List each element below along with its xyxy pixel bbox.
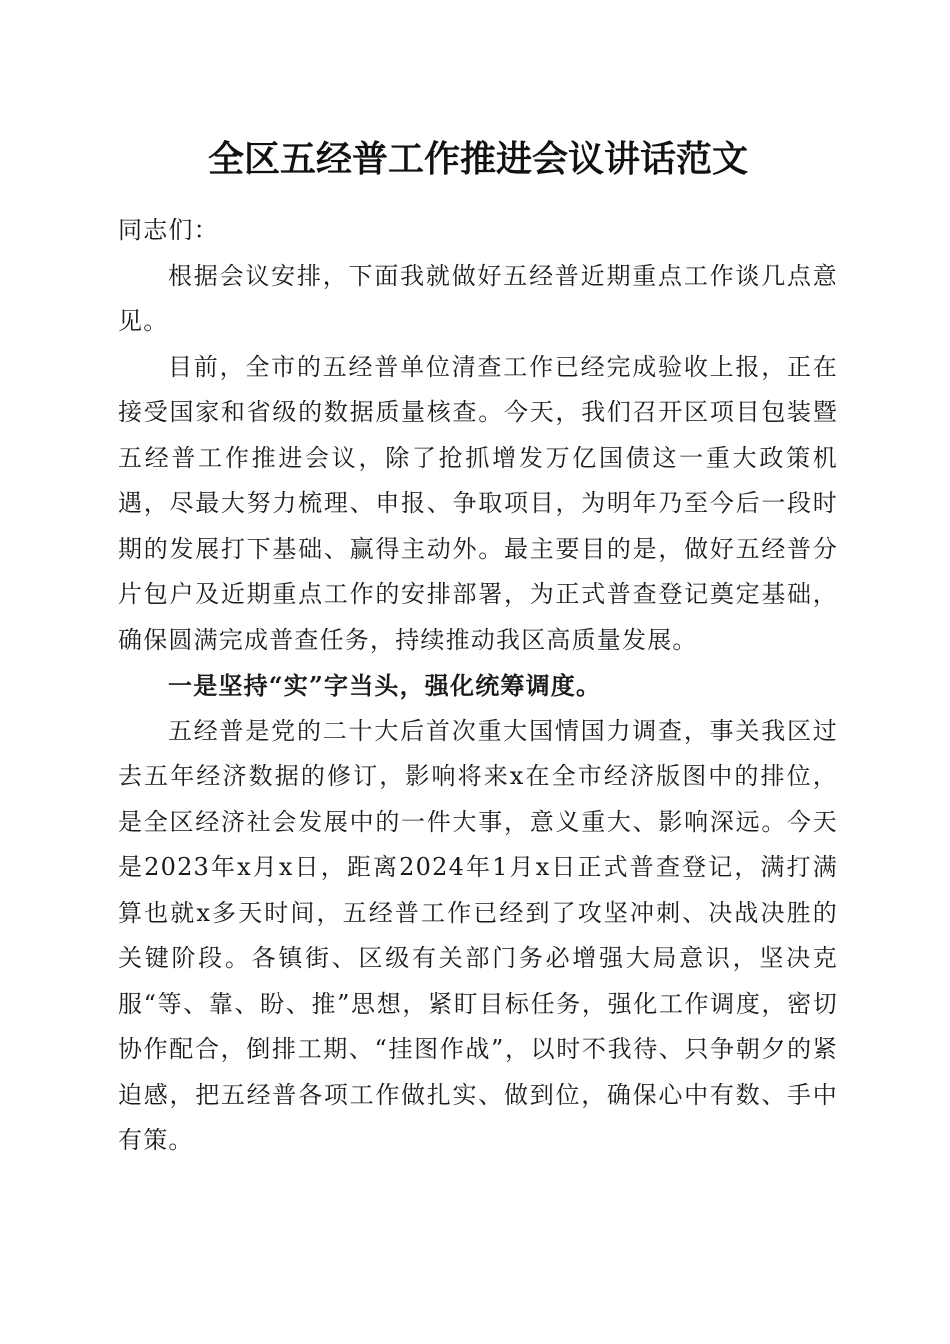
- document-body: [118, 208, 838, 1164]
- paragraph-section-1: 五经普是党的二十大后首次重大国情国力调查，事关我区过去五年经济数据的修订，影响将来x在全市经济版图中的排位，是全区经济社会发展中的一件大事，意义重大、影响深远。今天是2023年x月x日，距离2024年1月x日正式普查登记，满打满算也就x多天时间，五经普工作已经到了攻坚冲刺、决战决胜的关键阶段。各镇街、区级有关部门务必增强大局意识，坚决克服“等、靠、盼、推”思想，紧盯目标任务，强化工作调度，密切协作配合，倒排工期、“挂图作战”，以时不我待、只争朝夕的紧迫感，把五经普各项工作做扎实、做到位，确保心中有数、手中有策。: [118, 716, 838, 1154]
- salutation: 同志们：: [118, 216, 219, 244]
- document-title: 全区五经普工作推进会议讲话范文: [207, 138, 748, 180]
- section-heading-1: 一是坚持“实”字当头，强化统筹调度。: [168, 671, 602, 700]
- paragraph-background: 目前，全市的五经普单位清查工作已经完成验收上报，正在接受国家和省级的数据质量核查。今天，我们召开区项目包装暨五经普工作推进会议，除了抢抓增发万亿国债这一重大政策机遇，尽最大努力梳理、申报、争取项目，为明年乃至今后一段时期的发展打下基础、赢得主动外。最主要目的是，做好五经普分片包户及近期重点工作的安排部署，为正式普查登记奠定基础，确保圆满完成普查任务，持续推动我区高质量发展。: [118, 352, 838, 654]
- paragraph-intro: 根据会议安排，下面我就做好五经普近期重点工作谈几点意见。: [118, 261, 838, 335]
